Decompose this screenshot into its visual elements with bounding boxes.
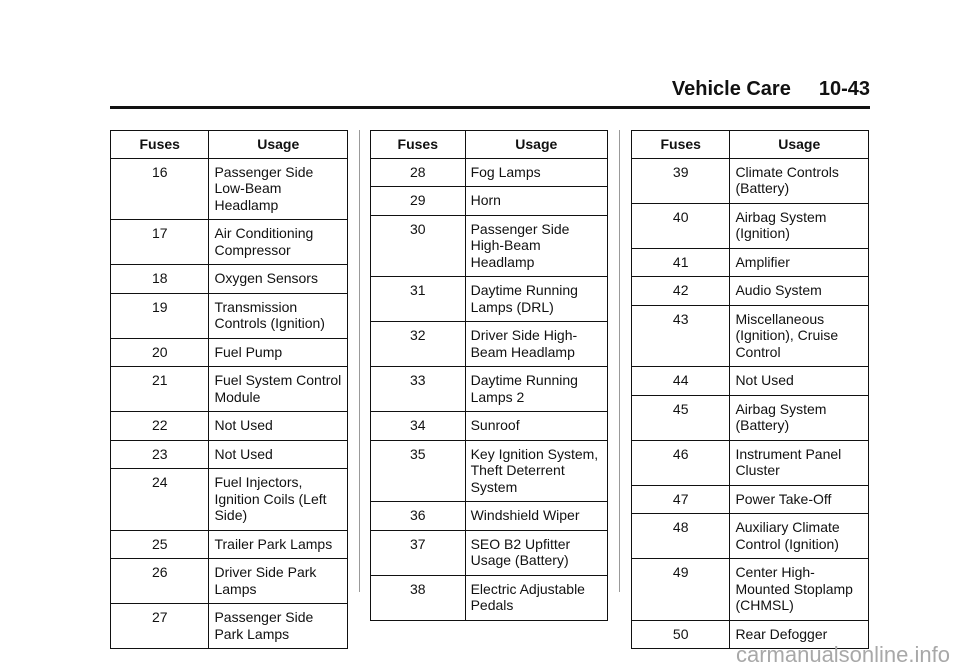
fuse-usage: Horn [465, 187, 607, 216]
table-row [111, 367, 348, 412]
table-header-row [111, 131, 348, 159]
fuses-column-header: Fuses [632, 131, 730, 159]
table-row [371, 502, 608, 531]
fuse-number: 20 [111, 338, 209, 367]
fuse-number: 38 [371, 575, 466, 620]
usage-column-header: Usage [730, 131, 869, 159]
fuse-number: 47 [632, 485, 730, 514]
fuse-usage: Amplifier [730, 248, 869, 277]
fuse-number: 19 [111, 293, 209, 338]
fuse-number: 22 [111, 412, 209, 441]
table-row [371, 530, 608, 575]
fuse-number: 31 [371, 277, 466, 322]
fuse-number: 23 [111, 440, 209, 469]
fuse-usage: Driver Side High-Beam Headlamp [465, 322, 607, 367]
fuse-number: 27 [111, 604, 209, 649]
table-row [632, 248, 869, 277]
table-row [111, 412, 348, 441]
fuse-usage: Daytime Running Lamps 2 [465, 367, 607, 412]
fuse-number: 49 [632, 559, 730, 621]
watermark: carmanualsonline.info [735, 642, 950, 667]
fuse-number: 35 [371, 440, 466, 502]
table-row [632, 367, 869, 396]
table-row [111, 530, 348, 559]
usage-column-header: Usage [209, 131, 348, 159]
fuse-usage: Climate Controls (Battery) [730, 158, 869, 203]
table-row [111, 338, 348, 367]
section-title: Vehicle Care [671, 78, 791, 100]
usage-column-header: Usage [465, 131, 607, 159]
fuse-number: 46 [632, 440, 730, 485]
column-divider-1 [359, 130, 360, 592]
fuse-number: 39 [632, 158, 730, 203]
fuse-usage: Electric Adjustable Pedals [465, 575, 607, 620]
fuse-usage: Fuel System Control Module [209, 367, 348, 412]
fuse-usage: Miscellaneous (Ignition), Cruise Control [730, 305, 869, 367]
table-row [111, 440, 348, 469]
fuse-usage: Fuel Pump [209, 338, 348, 367]
fuse-number: 36 [371, 502, 466, 531]
table-row [111, 559, 348, 604]
fuse-usage: SEO B2 Upfitter Usage (Battery) [465, 530, 607, 575]
fuse-number: 17 [111, 220, 209, 265]
fuse-usage: Airbag System (Battery) [730, 395, 869, 440]
fuse-number: 44 [632, 367, 730, 396]
table-header-row [371, 131, 608, 159]
fuse-number: 48 [632, 514, 730, 559]
fuse-number: 32 [371, 322, 466, 367]
table-row [371, 440, 608, 502]
fuse-usage: Oxygen Sensors [209, 265, 348, 294]
table-row [111, 158, 348, 220]
fuse-usage: Audio System [730, 277, 869, 306]
fuse-number: 25 [111, 530, 209, 559]
fuse-usage: Power Take-Off [730, 485, 869, 514]
fuse-usage: Transmission Controls (Ignition) [209, 293, 348, 338]
fuse-number: 33 [371, 367, 466, 412]
fuse-number: 45 [632, 395, 730, 440]
fuse-usage: Trailer Park Lamps [209, 530, 348, 559]
table-row [111, 293, 348, 338]
fuse-usage: Not Used [209, 440, 348, 469]
page-header [110, 78, 870, 109]
fuse-number: 16 [111, 158, 209, 220]
fuse-number: 37 [371, 530, 466, 575]
table-header-row [632, 131, 869, 159]
fuse-table-2 [370, 130, 608, 621]
table-row [371, 187, 608, 216]
fuse-usage: Air Conditioning Compressor [209, 220, 348, 265]
fuse-number: 34 [371, 412, 466, 441]
fuse-number: 24 [111, 469, 209, 531]
fuse-usage: Not Used [209, 412, 348, 441]
fuse-table-3 [631, 130, 869, 649]
fuse-usage: Passenger Side Low-Beam Headlamp [209, 158, 348, 220]
fuse-usage: Passenger Side Park Lamps [209, 604, 348, 649]
fuse-usage: Windshield Wiper [465, 502, 607, 531]
fuse-usage: Fuel Injectors, Ignition Coils (Left Side) [209, 469, 348, 531]
fuse-usage: Not Used [730, 367, 869, 396]
table-row [111, 265, 348, 294]
table-row [632, 514, 869, 559]
table-row [632, 305, 869, 367]
page-number: 10-43 [818, 78, 870, 100]
table-row [371, 277, 608, 322]
table-row [371, 158, 608, 187]
fuse-number: 26 [111, 559, 209, 604]
table-row [371, 412, 608, 441]
fuse-number: 30 [371, 215, 466, 277]
table-row [111, 220, 348, 265]
fuse-number: 18 [111, 265, 209, 294]
fuse-usage: Sunroof [465, 412, 607, 441]
fuse-table-1 [110, 130, 348, 649]
fuse-usage: Fog Lamps [465, 158, 607, 187]
fuse-number: 29 [371, 187, 466, 216]
fuses-column-header: Fuses [371, 131, 466, 159]
fuse-usage: Airbag System (Ignition) [730, 203, 869, 248]
table-row [632, 203, 869, 248]
fuse-usage: Driver Side Park Lamps [209, 559, 348, 604]
table-row [632, 559, 869, 621]
fuses-column-header: Fuses [111, 131, 209, 159]
fuse-usage: Daytime Running Lamps (DRL) [465, 277, 607, 322]
fuse-number: 42 [632, 277, 730, 306]
table-row [371, 367, 608, 412]
fuse-number: 43 [632, 305, 730, 367]
fuse-number: 50 [632, 620, 730, 649]
fuse-usage: Auxiliary Climate Control (Ignition) [730, 514, 869, 559]
fuse-number: 21 [111, 367, 209, 412]
table-row [632, 485, 869, 514]
fuse-number: 40 [632, 203, 730, 248]
fuse-usage: Passenger Side High-Beam Headlamp [465, 215, 607, 277]
fuse-number: 41 [632, 248, 730, 277]
table-row [632, 440, 869, 485]
table-row [111, 604, 348, 649]
fuse-usage: Instrument Panel Cluster [730, 440, 869, 485]
fuse-usage: Center High-Mounted Stoplamp (CHMSL) [730, 559, 869, 621]
table-row [632, 395, 869, 440]
table-row [371, 215, 608, 277]
fuse-usage: Rear Defogger [730, 620, 869, 649]
fuse-usage: Key Ignition System, Theft Deterrent System [465, 440, 607, 502]
table-row [632, 158, 869, 203]
fuse-number: 28 [371, 158, 466, 187]
column-divider-2 [619, 130, 620, 592]
table-row [632, 277, 869, 306]
table-row [371, 575, 608, 620]
table-row [111, 469, 348, 531]
table-row [371, 322, 608, 367]
